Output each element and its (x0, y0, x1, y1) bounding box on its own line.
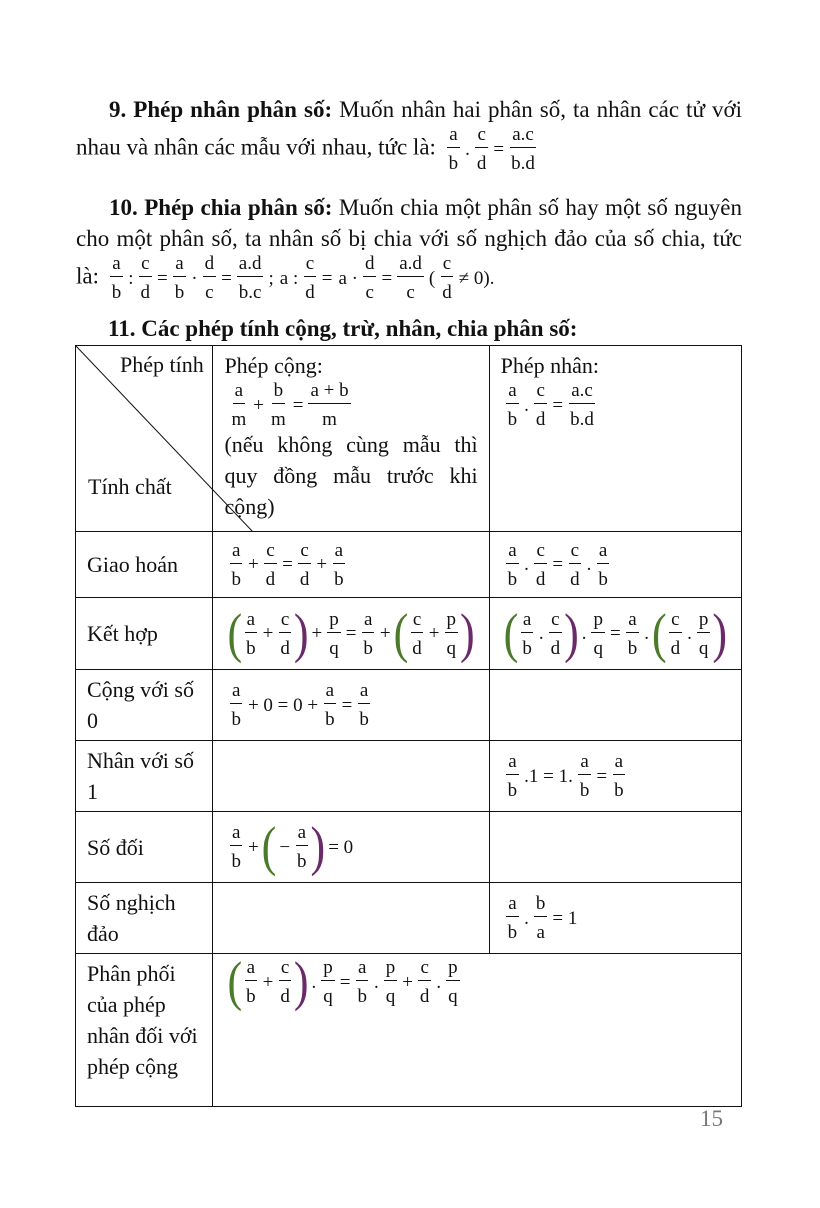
numerator: a (245, 958, 257, 981)
fraction (244, 610, 258, 658)
numerator: a (506, 752, 518, 775)
property-cell: Giao hoán (76, 532, 213, 598)
right-parenthesis: ) (712, 602, 727, 664)
formula-symbol: = (552, 394, 564, 416)
formula-symbol: = 1 (552, 907, 578, 929)
formula-symbol: = (221, 267, 232, 289)
formula-symbol: . (524, 907, 529, 929)
fraction (384, 958, 398, 1006)
header-addition (213, 346, 489, 532)
fraction (445, 610, 459, 658)
numerator: c (298, 541, 310, 564)
fraction (509, 125, 537, 173)
fraction (237, 254, 264, 302)
denominator: b (334, 568, 344, 590)
left-parenthesis: ( (393, 602, 409, 664)
denominator: q (448, 986, 458, 1007)
numerator: a (173, 254, 185, 277)
formula-symbol: a : (279, 267, 299, 289)
property-cell: Số đối (76, 812, 213, 883)
fraction (447, 125, 461, 173)
addition-cell (213, 883, 489, 954)
denominator: b (614, 780, 624, 801)
right-parenthesis: ) (310, 815, 326, 877)
denominator: b (448, 153, 459, 174)
fraction (361, 610, 375, 658)
numerator: p (591, 610, 605, 633)
multiplication-cell (489, 532, 741, 598)
addition-cell (213, 532, 489, 598)
fraction (568, 381, 596, 429)
multiplication-cell (489, 598, 741, 670)
numerator: a (613, 752, 625, 775)
left-parenthesis: ( (503, 602, 519, 664)
numerator: a (506, 894, 518, 917)
header-property: Tính chất (88, 474, 172, 499)
numerator: a (626, 610, 638, 633)
formula (227, 950, 461, 1012)
denominator: q (446, 637, 456, 659)
fraction (308, 381, 350, 429)
formula-symbol: = (552, 554, 564, 575)
numerator: a (230, 823, 242, 846)
fraction (506, 381, 520, 429)
denominator: b (507, 922, 518, 943)
right-parenthesis: ) (293, 950, 309, 1012)
fraction (410, 610, 424, 658)
denominator: b (111, 282, 122, 303)
numerator: p (697, 610, 711, 633)
formula-multiply (445, 125, 539, 173)
denominator: d (140, 282, 151, 303)
addition-formula (227, 541, 347, 589)
denominator: b (297, 851, 307, 872)
formula-symbol: = (493, 138, 505, 160)
denominator: q (698, 637, 709, 659)
section-10 (76, 192, 742, 302)
numerator: a (447, 125, 459, 148)
fraction (321, 958, 335, 1006)
parenthesized-group (651, 602, 727, 664)
formula-symbol: · (191, 267, 198, 289)
formula-symbol: = (381, 267, 393, 289)
formula-symbol: . (524, 394, 529, 416)
property-cell: Kết hợp (76, 598, 213, 670)
right-parenthesis: ) (460, 602, 475, 664)
denominator: b (246, 637, 256, 659)
denominator: b (357, 986, 367, 1007)
formula-symbol: = (339, 971, 351, 993)
multiplication-title: Phép nhân: (500, 353, 600, 378)
numerator: c (304, 254, 316, 277)
left-parenthesis: ( (227, 602, 243, 664)
property-cell: Phân phối của phép nhân đối với phép cộng (76, 954, 213, 1107)
parenthesized-group (227, 950, 309, 1012)
denominator: b (246, 986, 256, 1007)
table-header-row (76, 346, 742, 532)
denominator: m (231, 409, 247, 430)
numerator: a.d (397, 254, 424, 277)
numerator: c (669, 610, 681, 633)
formula-symbol: . (687, 623, 692, 644)
parenthesized-group (261, 815, 326, 877)
formula-symbol: = (292, 394, 304, 416)
fraction (446, 958, 460, 1006)
fraction (506, 894, 520, 942)
numerator: c (534, 381, 546, 404)
formula-symbol: . (524, 554, 529, 575)
header-operation: Phép tính (120, 352, 204, 377)
property-cell: Cộng với số 0 (76, 670, 213, 741)
page-number: 15 (700, 1106, 723, 1131)
denominator: m (270, 409, 286, 430)
formula-symbol: . (644, 623, 649, 644)
denominator: d (535, 568, 546, 590)
denominator: q (323, 986, 333, 1007)
denominator: b (627, 637, 638, 659)
denominator: d (299, 568, 310, 590)
numerator: a (233, 381, 245, 404)
fraction (264, 541, 278, 589)
numerator: p (445, 610, 459, 633)
denominator: q (329, 637, 339, 659)
denominator: b (363, 637, 373, 659)
denominator: c (365, 282, 374, 303)
denominator: d (670, 637, 681, 659)
formula-symbol: a · (338, 267, 358, 289)
formula-symbol: . (311, 971, 317, 993)
formula-divide (108, 254, 498, 302)
table-row (76, 741, 742, 812)
numerator: d (363, 254, 377, 277)
numerator: p (384, 958, 398, 981)
denominator: b (174, 282, 185, 303)
denominator: m (322, 409, 337, 430)
table-row (76, 954, 742, 1107)
formula-symbol: = (321, 267, 333, 289)
denominator: b.c (238, 282, 262, 303)
denominator: q (385, 986, 396, 1007)
fraction (578, 752, 592, 800)
formula-symbol: + (262, 623, 274, 644)
multiplication-formula (503, 602, 727, 664)
addition-formula (227, 602, 475, 664)
denominator: b (579, 780, 590, 801)
fraction (173, 254, 187, 302)
formula-symbol: = (341, 694, 353, 716)
denominator: d (442, 282, 452, 303)
formula-symbol: + (247, 554, 259, 575)
numerator: c (411, 610, 423, 633)
formula-symbol: = (282, 554, 293, 575)
addition-cell (213, 741, 489, 812)
denominator: b (231, 851, 241, 872)
addition-note: (nếu không cùng mẫu thì quy đồng mẫu trước khi cộng) (224, 432, 478, 519)
fraction (229, 681, 243, 729)
section-10-text: Muốn chia một phân số hay một số nguyên cho một phân số, ta nhân số bị chia với số nghịch đảo của số chia, tức là: (76, 195, 743, 289)
numerator: d (203, 254, 217, 277)
fraction (269, 381, 288, 429)
denominator: d (550, 637, 561, 659)
denominator: b.d (570, 409, 594, 430)
formula-symbol: = (157, 267, 168, 289)
fraction (534, 894, 548, 942)
formula-symbol: . (581, 623, 587, 644)
fraction (534, 541, 548, 589)
numerator: c (441, 254, 453, 277)
formula-symbol: + (247, 836, 259, 858)
numerator: c (279, 958, 291, 981)
section-9-title: 9. Phép nhân phân số: (109, 97, 333, 122)
denominator: c (406, 282, 415, 303)
multiplication-cell (489, 883, 741, 954)
formula-symbol: = (345, 623, 357, 644)
fraction (697, 610, 711, 658)
numerator: a + b (308, 381, 350, 404)
numerator: a (578, 752, 590, 775)
fraction (278, 958, 292, 1006)
numerator: p (321, 958, 335, 981)
formula-symbol: − (279, 836, 291, 858)
section-11-heading: 11. Các phép tính cộng, trừ, nhân, chia phân số: (108, 316, 578, 341)
multiplication-formula (504, 381, 598, 429)
formula-symbol: . (465, 138, 470, 160)
distributive-formula-cell (213, 950, 742, 1107)
denominator: d (476, 153, 487, 174)
parenthesized-group (393, 602, 475, 664)
denominator: b (507, 780, 518, 801)
section-10-title: 10. Phép chia phân số: (109, 195, 333, 220)
fraction (323, 681, 337, 729)
numerator: c (139, 254, 151, 277)
numerator: c (264, 541, 276, 564)
fraction (549, 610, 563, 658)
fraction (327, 610, 341, 658)
numerator: a (358, 681, 370, 704)
multiplication-formula (504, 752, 628, 800)
denominator: d (419, 986, 430, 1007)
fraction (229, 823, 243, 871)
table-row (76, 670, 742, 741)
formula-symbol: = (596, 765, 608, 787)
addition-cell (213, 598, 489, 670)
numerator: c (475, 125, 487, 148)
denominator: b (598, 568, 608, 590)
numerator: p (446, 958, 460, 981)
denominator: a (536, 922, 545, 943)
right-parenthesis: ) (293, 602, 309, 664)
formula-symbol: = (609, 623, 621, 644)
formula-symbol: ; (268, 267, 274, 289)
formula-symbol: . (538, 623, 544, 644)
fraction (278, 610, 292, 658)
numerator: c (569, 541, 581, 564)
fraction (203, 254, 217, 302)
numerator: a.d (237, 254, 264, 277)
table-row (76, 812, 742, 883)
numerator: a (506, 381, 518, 404)
denominator: d (265, 568, 276, 590)
fraction (534, 381, 548, 429)
formula-symbol: . (586, 554, 592, 575)
numerator: a (230, 541, 242, 564)
formula-symbol: + (253, 394, 264, 416)
denominator: b (325, 709, 335, 730)
fraction (355, 958, 369, 1006)
fraction (440, 254, 454, 302)
numerator: a (324, 681, 336, 704)
fraction (596, 541, 610, 589)
multiplication-formula (504, 541, 612, 589)
addition-title: Phép cộng: (224, 353, 323, 378)
property-cell: Nhân với số 1 (76, 741, 213, 812)
fraction (332, 541, 346, 589)
formula-symbol: = 0 (328, 836, 354, 858)
numerator: c (549, 610, 561, 633)
formula-symbol: ( (428, 267, 436, 289)
numerator: b (534, 894, 548, 917)
fraction (520, 610, 534, 658)
table-row (76, 532, 742, 598)
addition-cell (213, 812, 489, 883)
fraction (475, 125, 489, 173)
right-parenthesis: ) (564, 602, 579, 664)
numerator: a.c (510, 125, 536, 148)
denominator: b (231, 568, 241, 590)
numerator: a (521, 610, 533, 633)
formula-symbol: . (373, 971, 379, 993)
fraction (506, 752, 520, 800)
fraction (303, 254, 317, 302)
numerator: a (597, 541, 609, 564)
addition-formula (227, 815, 356, 877)
numerator: a (356, 958, 368, 981)
fraction (591, 610, 605, 658)
denominator: d (412, 637, 422, 659)
formula-symbol: + (262, 971, 274, 993)
denominator: d (280, 986, 290, 1007)
addition-cell (213, 670, 489, 741)
denominator: b (507, 568, 518, 590)
numerator: a (362, 610, 374, 633)
addition-formula (227, 681, 372, 729)
formula-symbol: : (128, 267, 134, 289)
denominator: b (231, 709, 241, 730)
diagonal-header-cell (76, 346, 213, 532)
header-multiplication (489, 346, 741, 532)
numerator: a (110, 254, 122, 277)
multiplication-cell (489, 670, 741, 741)
multiplication-formula (504, 894, 581, 942)
fraction-operations-table (75, 345, 742, 1107)
left-parenthesis: ( (651, 602, 667, 664)
fraction (568, 541, 582, 589)
section-9 (76, 94, 742, 173)
denominator: d (280, 637, 290, 659)
denominator: b (359, 709, 369, 730)
section-9-text: Muốn nhân hai phân số, ta nhân các tử với nhau và nhân các mẫu với nhau, tức là: (76, 97, 743, 160)
formula-symbol: + (379, 623, 391, 644)
denominator: d (305, 282, 315, 303)
fraction (229, 541, 243, 589)
fraction (397, 254, 424, 302)
formula-symbol: + (311, 623, 323, 644)
formula-symbol: .1 = 1. (524, 765, 573, 787)
fraction (626, 610, 640, 658)
formula-symbol: + (402, 971, 413, 993)
fraction (139, 254, 153, 302)
numerator: a (506, 541, 518, 564)
fraction (669, 610, 683, 658)
formula-symbol: + (428, 623, 440, 644)
numerator: a (296, 823, 308, 846)
multiplication-cell (489, 741, 741, 812)
formula-symbol: . (436, 971, 442, 993)
fraction (506, 541, 520, 589)
left-parenthesis: ( (261, 815, 277, 877)
denominator: c (205, 282, 214, 303)
parenthesized-group (227, 602, 309, 664)
formula-symbol: + 0 = 0 + (247, 694, 319, 716)
denominator: d (570, 568, 580, 590)
numerator: c (279, 610, 291, 633)
fraction (612, 752, 626, 800)
denominator: b.d (511, 153, 535, 174)
formula-symbol: ≠ 0). (458, 267, 495, 289)
property-cell: Số nghịch đảo (76, 883, 213, 954)
numerator: c (534, 541, 546, 564)
numerator: a (245, 610, 257, 633)
fraction (298, 541, 312, 589)
table-row (76, 883, 742, 954)
numerator: a (333, 541, 345, 564)
left-parenthesis: ( (227, 950, 243, 1012)
table-row (76, 598, 742, 670)
fraction (357, 681, 371, 729)
denominator: d (535, 409, 546, 430)
fraction (110, 254, 124, 302)
numerator: c (418, 958, 430, 981)
numerator: a (230, 681, 242, 704)
denominator: q (593, 637, 603, 659)
numerator: p (327, 610, 341, 633)
fraction (418, 958, 432, 1006)
fraction (295, 823, 309, 871)
numerator: b (272, 381, 286, 404)
fraction (363, 254, 377, 302)
numerator: a.c (569, 381, 595, 404)
fraction (244, 958, 258, 1006)
multiplication-cell (489, 812, 741, 883)
denominator: b (507, 409, 518, 430)
parenthesized-group (503, 602, 579, 664)
formula-symbol: + (316, 554, 328, 575)
denominator: b (522, 637, 532, 659)
